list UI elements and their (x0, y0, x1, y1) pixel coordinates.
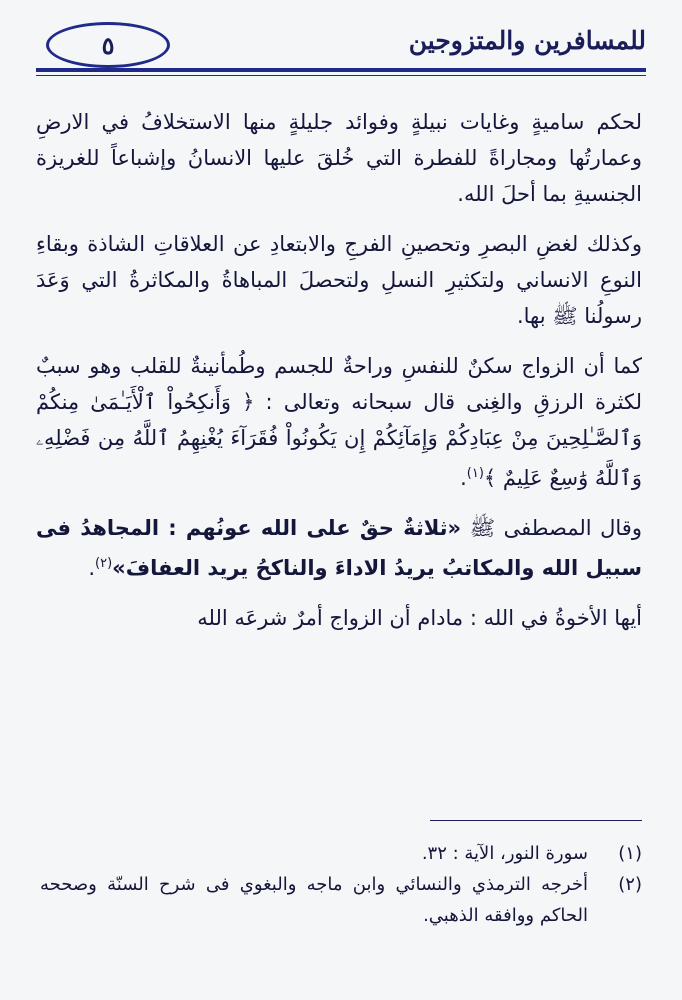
paragraph-4-intro: وقال المصطفى ﷺ (469, 516, 642, 540)
footnote-2 (40, 869, 642, 931)
hadith-quote: «ثلاثةٌ حقٌ على الله عونُهم : المجاهدُ فى سبيل الله والمكاتبُ يريدُ الاداءَ والناكحُ يريد العفافَ» (36, 516, 642, 580)
page-number: ٥ (101, 30, 115, 60)
footnote-ref-1: (١) (466, 466, 484, 481)
paragraph-4-end: . (88, 556, 95, 580)
paragraph-4 (36, 510, 642, 586)
header-rule-thin (36, 75, 646, 76)
paragraph-3 (36, 348, 642, 496)
header-rule-thick (36, 68, 646, 72)
footnote-text: سورة النور، الآية : ٣٢. (421, 843, 588, 864)
footnote-1 (40, 838, 642, 869)
paragraph-1: لحكم ساميةٍ وغايات نبيلةٍ وفوائد جليلةٍ منها الاستخلافُ في الارضِ وعمارتُها ومجاراةً للفطرة التي خُلقَ عليها الانسانُ وإشباعاً للغريزة الجنسيةِ بما أحلَ الله. (36, 110, 642, 206)
footnote-number: (٢) (618, 874, 642, 895)
footnote-number: (١) (618, 843, 642, 864)
footnote-separator (430, 820, 642, 821)
main-text (36, 104, 642, 650)
paragraph-3-end: . (460, 466, 467, 490)
footnote-ref-2: (٢) (95, 556, 113, 571)
paragraph-5: أيها الأخوةُ في الله : مادام أن الزواج أمرٌ شرعَه الله (197, 606, 642, 630)
paragraph-3-intro: كما أن الزواج سكنٌ للنفسِ وراحةٌ للجسم وطُمأنينةٌ للقلب وهو سببٌ لكثرة الرزقِ والغِنى قال سبحانه وتعالى : (36, 354, 642, 414)
footnotes (40, 838, 642, 931)
page-number-oval (46, 22, 170, 68)
paragraph-2: وكذلك لغضِ البصرِ وتحصينِ الفرجِ والابتعادِ عن العلاقاتِ الشاذة وبقاءِ النوعِ الانساني ولتكثيرِ النسلِ ولتحصلَ المباهاةُ والمكاثرةُ التي وَعَدَ رسولُنا ﷺ بها. (36, 232, 642, 328)
running-header-title: للمسافرين والمتزوجين (408, 26, 646, 55)
quran-verse: ﴿ وَأَنكِحُواْ ٱلْأَيَـٰمَىٰ مِنكُمْ وَٱلصَّـٰلِحِينَ مِنْ عِبَادِكُمْ وَإِمَآئِكُمْ إِن يَكُونُواْ فُقَرَآءَ يُغْنِهِمُ ٱللَّهُ مِن فَضْلِهِۦ وَٱللَّهُ وَٰسِعٌ عَلِيمٌ ﴾ (36, 390, 642, 490)
footnote-text: أخرجه الترمذي والنسائي وابن ماجه والبغوي فى شرح السنّة وصححه الحاكم ووافقه الذهبي. (40, 874, 588, 926)
